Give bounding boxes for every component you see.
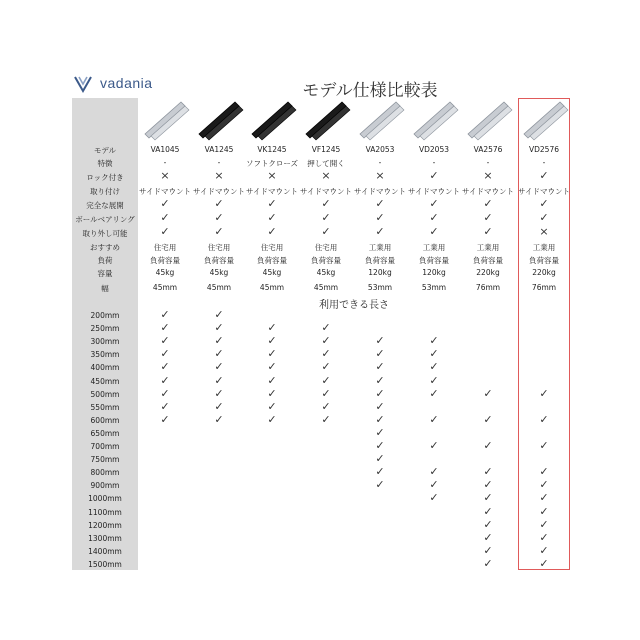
cell-width-vk1245: 45mm [259, 283, 285, 292]
length-available-check: ✓ [375, 439, 385, 452]
length-available-check: ✓ [214, 374, 224, 387]
length-available-check: ✓ [483, 491, 493, 504]
length-available-check: ✓ [375, 452, 385, 465]
length-available-check: ✓ [429, 387, 439, 400]
length-label: 900mm [90, 481, 120, 490]
cell-load-label-vd2053: 負荷容量 [419, 256, 449, 265]
length-available-check: ✓ [321, 347, 331, 360]
cell-full-extension-va1245: ✓ [214, 197, 224, 210]
cell-feature-va2053: - [378, 158, 382, 167]
cell-full-extension-vf1245: ✓ [321, 197, 331, 210]
length-label: 750mm [90, 455, 120, 464]
cell-usage-va2576: 工業用 [476, 243, 500, 252]
cell-usage-vd2576: 工業用 [532, 243, 556, 252]
length-available-check: ✓ [267, 347, 277, 360]
row-label-load-label: 負荷 [97, 256, 113, 265]
length-available-check: ✓ [214, 334, 224, 347]
cell-usage-vk1245: 住宅用 [260, 243, 284, 252]
cell-width-va2576: 76mm [475, 283, 501, 292]
length-available-check: ✓ [483, 557, 493, 570]
cell-model-va2576: VA2576 [473, 145, 503, 154]
cell-removable-vf1245: ✓ [321, 225, 331, 238]
length-available-check: ✓ [214, 347, 224, 360]
product-image-va1045 [139, 98, 191, 142]
length-available-check: ✓ [483, 518, 493, 531]
length-label: 350mm [90, 350, 120, 359]
cell-feature-va1245: - [217, 158, 221, 167]
length-available-check: ✓ [539, 439, 549, 452]
length-label: 700mm [90, 442, 120, 451]
length-available-check: ✓ [160, 321, 170, 334]
length-available-check: ✓ [483, 531, 493, 544]
cell-load-va2576: 220kg [476, 268, 500, 277]
product-image-vf1245 [300, 98, 352, 142]
product-image-vk1245 [246, 98, 298, 142]
cell-mount-va2053: サイドマウント [354, 187, 406, 196]
length-available-check: ✓ [483, 387, 493, 400]
cell-load-label-vd2576: 負荷容量 [529, 256, 559, 265]
cell-lock-vd2053: ✓ [429, 169, 439, 182]
cell-load-label-vk1245: 負荷容量 [257, 256, 287, 265]
cell-removable-va2576: ✓ [483, 225, 493, 238]
cell-model-vk1245: VK1245 [257, 145, 287, 154]
product-image-va1245 [193, 98, 245, 142]
cell-feature-vd2053: - [432, 158, 436, 167]
cell-lock-vk1245: × [267, 169, 277, 182]
cell-feature-va1045: - [163, 158, 167, 167]
length-available-check: ✓ [160, 334, 170, 347]
length-available-check: ✓ [267, 413, 277, 426]
cell-lock-va1245: × [214, 169, 224, 182]
cell-width-va1045: 45mm [152, 283, 178, 292]
cell-feature-vf1245: 押して開く [307, 159, 345, 168]
length-available-check: ✓ [214, 308, 224, 321]
length-label: 500mm [90, 390, 120, 399]
length-available-check: ✓ [429, 439, 439, 452]
length-available-check: ✓ [267, 374, 277, 387]
row-label-removable: 取り外し可能 [82, 229, 128, 238]
cell-feature-vd2576: - [542, 158, 546, 167]
length-available-check: ✓ [160, 400, 170, 413]
cell-load-vk1245: 45kg [262, 268, 282, 277]
length-available-check: ✓ [539, 387, 549, 400]
vadania-logo-icon [72, 72, 94, 94]
cell-full-extension-va2053: ✓ [375, 197, 385, 210]
length-available-check: ✓ [267, 387, 277, 400]
highlight-frame-vd2576 [518, 98, 570, 570]
brand-name: vadania [100, 75, 153, 91]
cell-full-extension-va2576: ✓ [483, 197, 493, 210]
length-available-check: ✓ [267, 360, 277, 373]
length-available-check: ✓ [429, 334, 439, 347]
length-available-check: ✓ [375, 374, 385, 387]
length-available-check: ✓ [214, 360, 224, 373]
length-available-check: ✓ [160, 387, 170, 400]
length-available-check: ✓ [267, 400, 277, 413]
cell-mount-va1045: サイドマウント [139, 187, 191, 196]
row-label-lock: ロック付き [86, 173, 124, 182]
cell-mount-vd2053: サイドマウント [408, 187, 460, 196]
length-available-check: ✓ [321, 360, 331, 373]
cell-ball-bearing-va2053: ✓ [375, 211, 385, 224]
cell-width-vd2576: 76mm [531, 283, 557, 292]
cell-ball-bearing-va1045: ✓ [160, 211, 170, 224]
cell-feature-vk1245: ソフトクローズ [246, 159, 298, 168]
cell-model-va2053: VA2053 [365, 145, 395, 154]
cell-mount-vd2576: サイドマウント [518, 187, 570, 196]
cell-removable-vk1245: ✓ [267, 225, 277, 238]
length-label: 300mm [90, 337, 120, 346]
length-available-check: ✓ [267, 321, 277, 334]
length-available-check: ✓ [160, 347, 170, 360]
cell-ball-bearing-va2576: ✓ [483, 211, 493, 224]
length-available-check: ✓ [539, 531, 549, 544]
cell-load-vd2576: 220kg [532, 268, 556, 277]
cell-lock-va1045: × [160, 169, 170, 182]
cell-load-va1045: 45kg [155, 268, 175, 277]
cell-model-va1045: VA1045 [150, 145, 180, 154]
length-available-check: ✓ [539, 505, 549, 518]
length-label: 650mm [90, 429, 120, 438]
cell-load-va1245: 45kg [209, 268, 229, 277]
length-available-check: ✓ [483, 478, 493, 491]
cell-ball-bearing-vk1245: ✓ [267, 211, 277, 224]
cell-ball-bearing-vd2576: ✓ [539, 211, 549, 224]
length-available-check: ✓ [375, 400, 385, 413]
row-label-usage: おすすめ [89, 243, 121, 252]
length-available-check: ✓ [214, 387, 224, 400]
cell-mount-vf1245: サイドマウント [300, 187, 352, 196]
cell-lock-va2053: × [375, 169, 385, 182]
length-available-check: ✓ [429, 347, 439, 360]
length-available-check: ✓ [214, 413, 224, 426]
length-available-check: ✓ [483, 505, 493, 518]
cell-lock-vf1245: × [321, 169, 331, 182]
length-label: 1100mm [88, 508, 122, 517]
length-available-check: ✓ [321, 387, 331, 400]
length-available-check: ✓ [539, 413, 549, 426]
length-available-check: ✓ [429, 413, 439, 426]
length-available-check: ✓ [375, 387, 385, 400]
length-available-check: ✓ [375, 413, 385, 426]
length-label: 1300mm [88, 534, 122, 543]
cell-removable-va2053: ✓ [375, 225, 385, 238]
length-label: 1500mm [88, 560, 122, 569]
length-available-check: ✓ [483, 465, 493, 478]
cell-load-va2053: 120kg [368, 268, 392, 277]
lengths-section-title: 利用できる長さ [319, 300, 389, 311]
cell-width-va1245: 45mm [206, 283, 232, 292]
row-label-mount: 取り付け [90, 187, 120, 196]
cell-model-va1245: VA1245 [204, 145, 234, 154]
row-label-feature: 特徴 [97, 159, 113, 168]
cell-model-vf1245: VF1245 [311, 145, 341, 154]
cell-mount-vk1245: サイドマウント [246, 187, 298, 196]
cell-model-vd2576: VD2576 [529, 145, 559, 154]
length-available-check: ✓ [160, 413, 170, 426]
length-label: 1200mm [88, 521, 122, 530]
page-title: モデル仕様比較表 [302, 81, 438, 101]
length-available-check: ✓ [429, 491, 439, 504]
row-label-load: 容量 [97, 269, 113, 278]
row-label-model: モデル [93, 146, 117, 155]
cell-mount-va1245: サイドマウント [193, 187, 245, 196]
cell-removable-va1045: ✓ [160, 225, 170, 238]
length-available-check: ✓ [539, 557, 549, 570]
length-available-check: ✓ [429, 478, 439, 491]
length-available-check: ✓ [429, 360, 439, 373]
cell-load-label-va2576: 負荷容量 [473, 256, 503, 265]
length-available-check: ✓ [214, 400, 224, 413]
cell-load-vf1245: 45kg [316, 268, 336, 277]
cell-removable-vd2576: × [539, 225, 549, 238]
length-available-check: ✓ [375, 465, 385, 478]
length-label: 250mm [90, 324, 120, 333]
length-available-check: ✓ [375, 426, 385, 439]
cell-full-extension-vd2576: ✓ [539, 197, 549, 210]
length-available-check: ✓ [539, 518, 549, 531]
length-available-check: ✓ [321, 413, 331, 426]
length-label: 200mm [90, 311, 120, 320]
cell-width-vd2053: 53mm [421, 283, 447, 292]
cell-load-label-va1045: 負荷容量 [150, 256, 180, 265]
length-label: 1000mm [88, 494, 122, 503]
cell-load-label-vf1245: 負荷容量 [311, 256, 341, 265]
length-available-check: ✓ [375, 334, 385, 347]
length-available-check: ✓ [375, 360, 385, 373]
cell-full-extension-vk1245: ✓ [267, 197, 277, 210]
cell-ball-bearing-vd2053: ✓ [429, 211, 439, 224]
length-available-check: ✓ [483, 439, 493, 452]
cell-load-label-va1245: 負荷容量 [204, 256, 234, 265]
length-available-check: ✓ [483, 413, 493, 426]
length-available-check: ✓ [539, 544, 549, 557]
length-available-check: ✓ [429, 374, 439, 387]
cell-removable-vd2053: ✓ [429, 225, 439, 238]
product-image-vd2053 [408, 98, 460, 142]
product-image-va2053 [354, 98, 406, 142]
cell-mount-va2576: サイドマウント [462, 187, 514, 196]
length-available-check: ✓ [539, 491, 549, 504]
length-available-check: ✓ [429, 465, 439, 478]
cell-width-va2053: 53mm [367, 283, 393, 292]
cell-removable-va1245: ✓ [214, 225, 224, 238]
length-available-check: ✓ [321, 321, 331, 334]
cell-ball-bearing-va1245: ✓ [214, 211, 224, 224]
length-available-check: ✓ [321, 374, 331, 387]
cell-usage-vf1245: 住宅用 [314, 243, 338, 252]
cell-lock-vd2576: ✓ [539, 169, 549, 182]
length-available-check: ✓ [539, 465, 549, 478]
cell-width-vf1245: 45mm [313, 283, 339, 292]
length-label: 550mm [90, 403, 120, 412]
length-label: 600mm [90, 416, 120, 425]
cell-ball-bearing-vf1245: ✓ [321, 211, 331, 224]
cell-usage-va1245: 住宅用 [207, 243, 231, 252]
cell-full-extension-vd2053: ✓ [429, 197, 439, 210]
length-label: 1400mm [88, 547, 122, 556]
row-label-ball-bearing: ボールベアリング [75, 215, 135, 224]
length-available-check: ✓ [483, 544, 493, 557]
row-label-width: 幅 [101, 284, 109, 293]
length-available-check: ✓ [539, 478, 549, 491]
cell-feature-va2576: - [486, 158, 490, 167]
cell-model-vd2053: VD2053 [419, 145, 449, 154]
length-available-check: ✓ [375, 478, 385, 491]
cell-usage-va1045: 住宅用 [153, 243, 177, 252]
length-available-check: ✓ [321, 400, 331, 413]
length-available-check: ✓ [321, 334, 331, 347]
length-available-check: ✓ [160, 308, 170, 321]
cell-load-vd2053: 120kg [422, 268, 446, 277]
length-available-check: ✓ [160, 360, 170, 373]
cell-full-extension-va1045: ✓ [160, 197, 170, 210]
row-label-full-extension: 完全な展開 [86, 201, 124, 210]
length-available-check: ✓ [214, 321, 224, 334]
length-available-check: ✓ [375, 347, 385, 360]
length-available-check: ✓ [267, 334, 277, 347]
cell-load-label-va2053: 負荷容量 [365, 256, 395, 265]
length-available-check: ✓ [160, 374, 170, 387]
cell-usage-vd2053: 工業用 [422, 243, 446, 252]
cell-usage-va2053: 工業用 [368, 243, 392, 252]
length-label: 450mm [90, 377, 120, 386]
length-label: 400mm [90, 363, 120, 372]
length-label: 800mm [90, 468, 120, 477]
product-image-va2576 [462, 98, 514, 142]
brand-logo [72, 72, 153, 94]
cell-lock-va2576: × [483, 169, 493, 182]
